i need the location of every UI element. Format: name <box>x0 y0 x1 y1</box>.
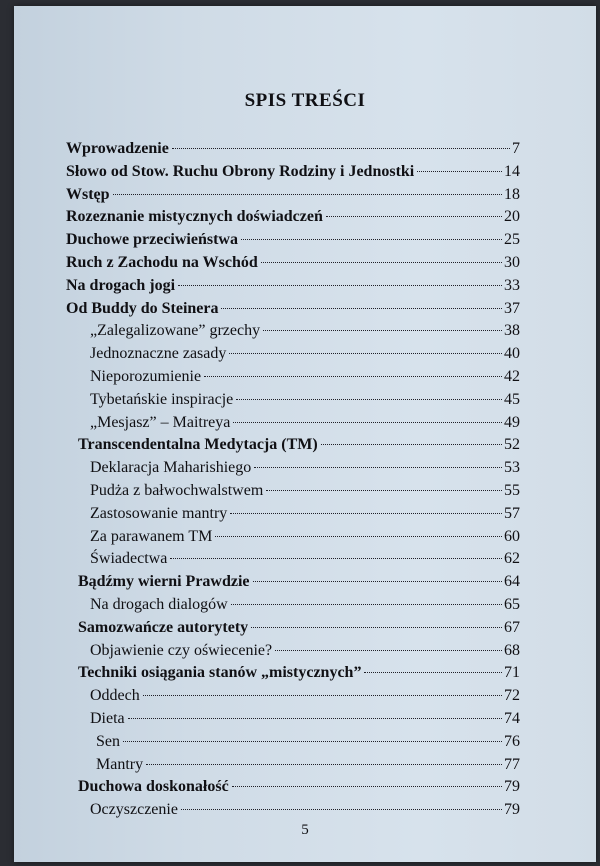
dot-leader <box>229 353 502 354</box>
dot-leader <box>321 444 502 445</box>
toc-entry-title: Pudża z bałwochwalstwem <box>90 481 264 499</box>
toc-entry-page: 45 <box>504 390 520 408</box>
toc-entry-page: 55 <box>504 481 520 499</box>
toc-entry <box>66 505 520 528</box>
toc-entry-page: 14 <box>504 162 520 180</box>
dot-leader <box>417 171 502 172</box>
toc-entry-page: 52 <box>504 436 520 454</box>
dot-leader <box>178 285 502 286</box>
toc-entry <box>66 368 520 391</box>
dot-leader <box>364 672 502 673</box>
toc-entry-title: Tybetańskie inspiracje <box>90 390 234 408</box>
page-number: 5 <box>301 822 309 838</box>
toc-entry-page: 37 <box>504 299 520 317</box>
toc-entry-title: Transcendentalna Medytacja (TM) <box>78 436 318 454</box>
toc-entry <box>66 778 520 801</box>
toc-entry <box>66 208 520 231</box>
toc-entry-title: Na drogach dialogów <box>90 595 228 613</box>
toc-entry-page: 33 <box>504 276 520 294</box>
dot-leader <box>263 330 502 331</box>
dot-leader <box>123 741 502 742</box>
toc-entry <box>66 550 520 573</box>
dot-leader <box>261 262 502 263</box>
toc-entry <box>66 186 520 209</box>
toc-entry-page: 53 <box>504 459 520 477</box>
dot-leader <box>232 786 502 787</box>
toc-entry-title: Samozwańcze autorytety <box>78 618 249 636</box>
toc-entry-title: Słowo od Stow. Ruchu Obrony Rodziny i Jednostki <box>66 162 415 180</box>
toc-entry-page: 76 <box>504 732 520 750</box>
toc-entry <box>66 801 520 824</box>
toc-entry-title: Duchowe przeciwieństwa <box>66 231 238 249</box>
dot-leader <box>143 695 502 696</box>
toc-entry-page: 18 <box>504 185 520 203</box>
toc-entry-page: 40 <box>504 345 520 363</box>
dot-leader <box>113 194 502 195</box>
dot-leader <box>253 581 502 582</box>
toc-entry <box>66 619 520 642</box>
toc-entry <box>66 733 520 756</box>
toc-entry-page: 62 <box>504 550 520 568</box>
page-title: SPIS TREŚCI <box>244 90 366 111</box>
dot-leader <box>236 399 502 400</box>
dot-leader <box>326 216 502 217</box>
toc-entry <box>66 664 520 687</box>
dot-leader <box>233 422 502 423</box>
toc-entry-title: Świadectwa <box>90 550 168 568</box>
toc-entry <box>66 163 520 186</box>
toc-entry-title: Rozeznanie mistycznych doświadczeń <box>66 208 323 226</box>
toc-entry <box>66 459 520 482</box>
toc-entry-title: Oczyszczenie <box>90 801 178 819</box>
toc-entry <box>66 254 520 277</box>
dot-leader <box>266 490 502 491</box>
toc-entry-title: Deklaracja Maharishiego <box>90 459 252 477</box>
toc-entry <box>66 596 520 619</box>
toc-entry-page: 77 <box>504 755 520 773</box>
dot-leader <box>231 604 502 605</box>
toc-entry-title: Oddech <box>90 687 140 705</box>
toc-entry <box>66 528 520 551</box>
toc-entry-title: Na drogach jogi <box>66 276 176 294</box>
toc-entry <box>66 436 520 459</box>
toc-entry-page: 64 <box>504 573 520 591</box>
dot-leader <box>128 718 502 719</box>
toc-entry <box>66 322 520 345</box>
toc-entry-page: 65 <box>504 595 520 613</box>
dot-leader <box>146 764 502 765</box>
toc-entry-title: Mantry <box>96 755 144 773</box>
table-of-contents <box>66 140 520 824</box>
toc-entry-page: 71 <box>504 664 520 682</box>
toc-entry-title: Bądźmy wierni Prawdzie <box>78 573 250 591</box>
toc-entry <box>66 300 520 323</box>
dot-leader <box>221 308 502 309</box>
dot-leader <box>254 467 502 468</box>
toc-entry-title: Sen <box>96 732 120 750</box>
dot-leader <box>181 809 502 810</box>
toc-entry <box>66 642 520 665</box>
toc-entry-title: Nieporozumienie <box>90 367 202 385</box>
toc-entry <box>66 756 520 779</box>
toc-entry-page: 7 <box>512 140 520 157</box>
dot-leader <box>275 650 502 651</box>
toc-entry <box>66 414 520 437</box>
toc-entry-title: Wstęp <box>66 185 110 203</box>
book-page <box>14 6 596 862</box>
toc-entry-title: Ruch z Zachodu na Wschód <box>66 253 258 271</box>
toc-entry-page: 74 <box>504 709 520 727</box>
toc-entry-title: Za parawanem TM <box>90 527 213 545</box>
toc-entry <box>66 277 520 300</box>
dot-leader <box>172 148 510 149</box>
toc-entry <box>66 687 520 710</box>
toc-entry-page: 79 <box>504 801 520 819</box>
toc-entry-title: Techniki osiągania stanów „mistycznych” <box>78 664 362 682</box>
toc-entry <box>66 391 520 414</box>
toc-entry-title: Objawienie czy oświecenie? <box>90 641 273 659</box>
toc-entry-title: Dieta <box>90 709 125 727</box>
toc-entry-page: 38 <box>504 322 520 340</box>
toc-entry-page: 57 <box>504 504 520 522</box>
toc-entry-title: Duchowa doskonałość <box>78 778 229 796</box>
dot-leader <box>215 536 502 537</box>
dot-leader <box>204 376 502 377</box>
toc-entry <box>66 710 520 733</box>
toc-entry-title: Od Buddy do Steinera <box>66 299 219 317</box>
toc-entry-title: Wprowadzenie <box>66 140 169 157</box>
toc-entry-page: 60 <box>504 527 520 545</box>
toc-entry-title: Zastosowanie mantry <box>90 504 228 522</box>
toc-entry <box>66 482 520 505</box>
toc-entry <box>66 345 520 368</box>
dot-leader <box>251 627 502 628</box>
dot-leader <box>230 513 502 514</box>
toc-entry-page: 79 <box>504 778 520 796</box>
toc-entry-page: 49 <box>504 413 520 431</box>
toc-entry-title: Jednoznaczne zasady <box>90 345 227 363</box>
toc-entry-page: 68 <box>504 641 520 659</box>
toc-entry-page: 25 <box>504 231 520 249</box>
toc-entry <box>66 573 520 596</box>
toc-entry-page: 67 <box>504 618 520 636</box>
toc-entry <box>66 231 520 254</box>
dot-leader <box>170 558 502 559</box>
toc-entry-page: 42 <box>504 367 520 385</box>
toc-entry-page: 20 <box>504 208 520 226</box>
toc-entry <box>66 140 520 163</box>
toc-entry-title: „Zalegalizowane” grzechy <box>90 322 261 340</box>
dot-leader <box>241 239 502 240</box>
toc-entry-page: 72 <box>504 687 520 705</box>
toc-entry-title: „Mesjasz” – Maitreya <box>90 413 231 431</box>
toc-entry-page: 30 <box>504 253 520 271</box>
